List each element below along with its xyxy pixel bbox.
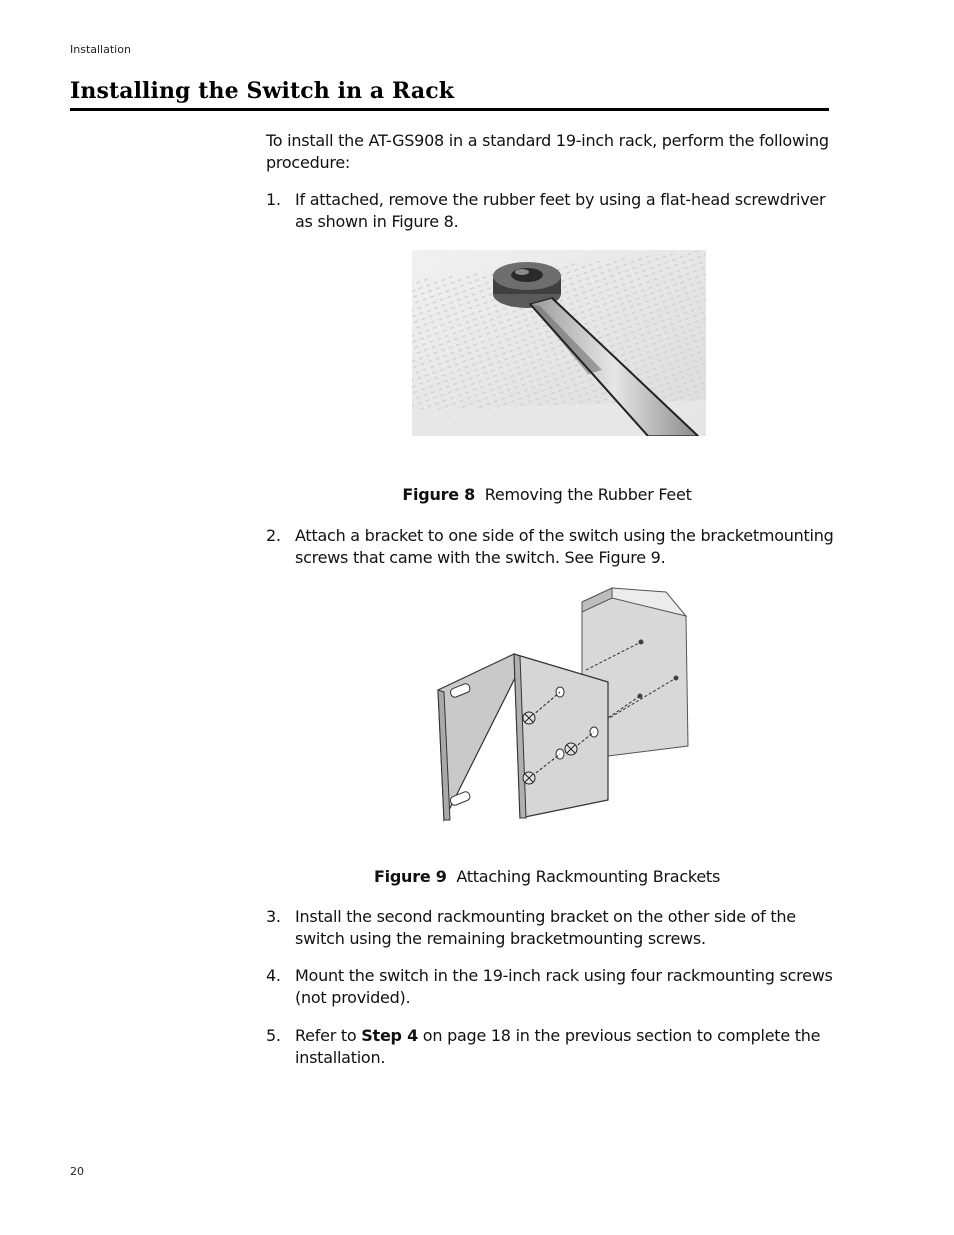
step-4 [266,965,836,1009]
step-text-pre: Refer to [295,1026,362,1045]
figure-9-image [436,586,694,826]
figure-8-caption [266,484,828,506]
figure-label: Figure 8 [402,485,476,504]
step-text: Attach a bracket to one side of the switch using the bracketmounting screws that came with the switch. See Figure 9. [295,526,834,567]
figure-8-image [412,250,706,440]
figure-9-caption [266,866,828,888]
section-title: Installing the Switch in a Rack [70,78,455,104]
step-reference: Step 4 [361,1026,418,1045]
step-number: 5. [266,1026,281,1045]
step-number: 1. [266,190,281,209]
step-number: 2. [266,526,281,545]
page-number: 20 [70,1165,84,1178]
step-text [295,1025,836,1069]
figure-caption-text: Attaching Rackmounting Brackets [456,867,721,886]
figure-caption-text: Removing the Rubber Feet [484,485,692,504]
step-text-post: on page 18 in the previous section to complete the installation. [295,1026,821,1067]
step-3 [266,906,836,950]
step-text: Install the second rackmounting bracket on the other side of the switch using the remaining bracketmounting screws. [295,907,796,948]
step-number: 3. [266,907,281,926]
step-5 [266,1025,836,1069]
title-rule [70,108,829,111]
step-2 [266,525,836,569]
figure-label: Figure 9 [373,867,447,886]
screwdriver-removing-foot-illustration [412,250,706,436]
running-head: Installation [70,43,131,56]
step-1 [266,189,836,233]
rackmounting-bracket-illustration [436,586,694,822]
step-text: If attached, remove the rubber feet by using a flat-head screwdriver as shown in Figure 8. [295,190,826,231]
step-number: 4. [266,966,281,985]
intro-paragraph: To install the AT-GS908 in a standard 19-inch rack, perform the following procedure: [266,131,829,172]
step-text: Mount the switch in the 19-inch rack using four rackmounting screws (not provided). [295,966,833,1007]
